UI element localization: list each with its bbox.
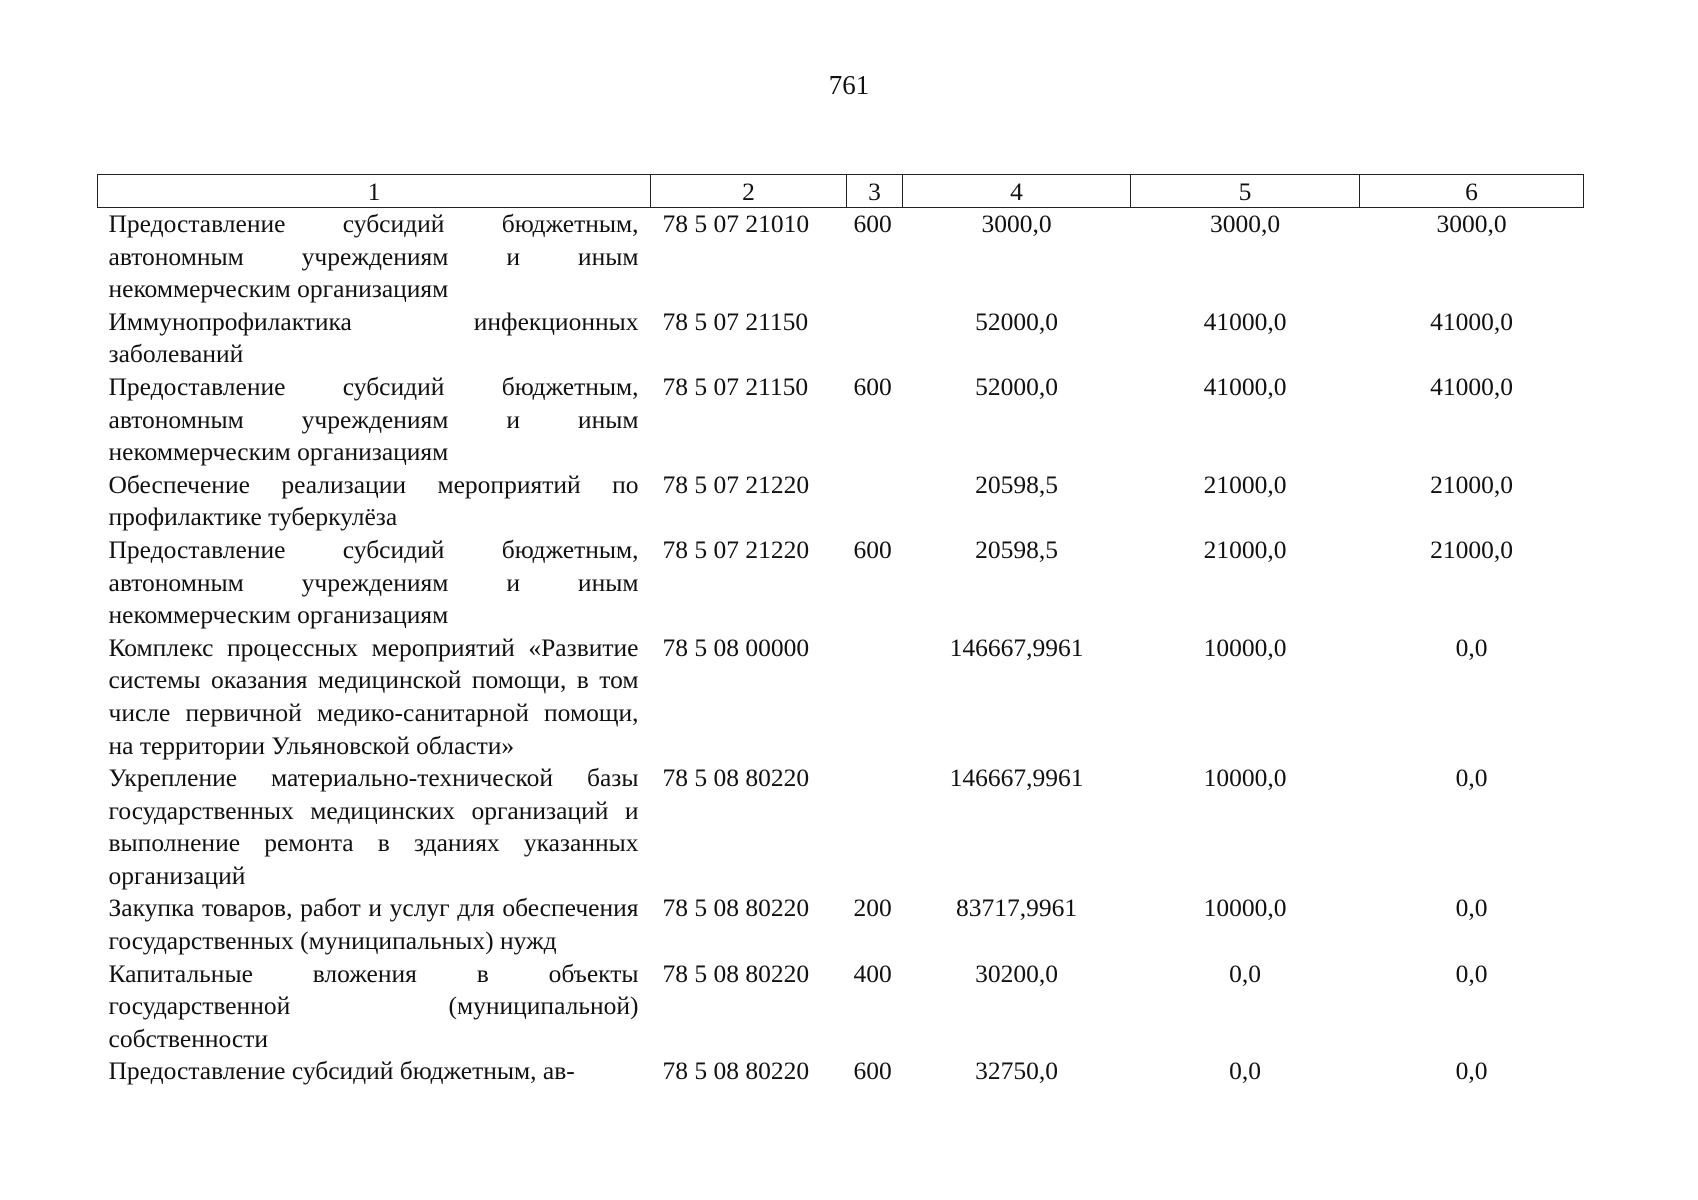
row-expense-type: 200 bbox=[853, 893, 892, 923]
row-value-col4: 20598,5 bbox=[975, 534, 1058, 564]
row-value-col4: 30200,0 bbox=[975, 958, 1058, 988]
column-header-5: 5 bbox=[1131, 175, 1360, 208]
row-name: Предоставление субсидий бюджетным, автономным учреждениям и иным некоммерческим организациям bbox=[108, 371, 639, 467]
row-name: Иммунопрофилактика инфекционных заболеваний bbox=[108, 306, 639, 369]
row-name: Комплекс процессных мероприятий «Развитие системы оказания медицинской помощи, в том числе первичной медико-санитарной помощи, на территории Ульяновской области» bbox=[108, 632, 639, 760]
table-header bbox=[98, 175, 1584, 208]
row-code: 78 5 07 21150 bbox=[662, 306, 809, 336]
row-value-col4: 146667,9961 bbox=[949, 632, 1084, 662]
row-expense-type bbox=[847, 469, 903, 534]
row-name: Укрепление материально-технической базы государственных медицинских организаций и выполнение ремонта в зданиях указанных организаций bbox=[108, 763, 639, 890]
row-value-col6: 0,0 bbox=[1455, 893, 1488, 923]
row-value-col5: 10000,0 bbox=[1203, 763, 1287, 793]
row-value-col6: 0,0 bbox=[1455, 1056, 1488, 1086]
row-value-col6: 21000,0 bbox=[1430, 534, 1513, 564]
table-row bbox=[98, 371, 1584, 469]
column-header-2: 2 bbox=[651, 175, 847, 208]
row-value-col6: 0,0 bbox=[1455, 632, 1488, 662]
row-value-col5: 10000,0 bbox=[1203, 893, 1287, 923]
row-expense-type bbox=[847, 306, 903, 371]
row-value-col5: 0,0 bbox=[1229, 1056, 1261, 1086]
row-value-col4: 3000,0 bbox=[981, 209, 1052, 238]
table-body bbox=[98, 208, 1584, 1089]
row-value-col5: 41000,0 bbox=[1203, 306, 1287, 336]
row-name: Закупка товаров, работ и услуг для обеспечения государственных (муниципальных) нужд bbox=[108, 893, 639, 956]
row-value-col5: 10000,0 bbox=[1203, 632, 1287, 662]
row-code: 78 5 07 21150 bbox=[662, 371, 809, 401]
row-value-col5: 41000,0 bbox=[1203, 371, 1287, 401]
row-expense-type: 600 bbox=[853, 209, 892, 238]
row-value-col6: 0,0 bbox=[1455, 763, 1488, 793]
row-value-col4: 52000,0 bbox=[975, 371, 1058, 401]
row-value-col6: 21000,0 bbox=[1430, 469, 1513, 499]
row-code: 78 5 07 21010 bbox=[662, 209, 810, 238]
row-value-col4: 52000,0 bbox=[975, 306, 1058, 336]
row-code: 78 5 08 80220 bbox=[662, 763, 810, 793]
row-value-col6: 41000,0 bbox=[1430, 306, 1513, 336]
row-name: Предоставление субсидий бюджетным, ав- bbox=[108, 1056, 575, 1086]
table-row bbox=[98, 469, 1584, 534]
column-header-1: 1 bbox=[98, 175, 651, 208]
row-code: 78 5 08 00000 bbox=[662, 632, 810, 662]
row-value-col5: 21000,0 bbox=[1203, 534, 1287, 564]
row-value-col5: 3000,0 bbox=[1209, 209, 1281, 238]
header-row bbox=[98, 175, 1584, 208]
table-row bbox=[98, 1055, 1584, 1088]
row-code: 78 5 07 21220 bbox=[662, 469, 810, 499]
row-value-col6: 0,0 bbox=[1455, 958, 1488, 988]
row-name: Капитальные вложения в объекты государственной (муниципальной) собственности bbox=[108, 958, 639, 1053]
row-value-col4: 146667,9961 bbox=[949, 763, 1084, 793]
row-name: Предоставление субсидий бюджетным, автономным учреждениям и иным некоммерческим организациям bbox=[108, 534, 639, 630]
table-row bbox=[98, 958, 1584, 1056]
row-value-col5: 21000,0 bbox=[1203, 469, 1287, 499]
row-expense-type bbox=[847, 632, 903, 762]
table-row bbox=[98, 632, 1584, 762]
row-value-col4: 20598,5 bbox=[975, 469, 1058, 499]
table-row bbox=[98, 892, 1584, 957]
budget-table bbox=[97, 174, 1584, 1088]
table-row bbox=[98, 762, 1584, 892]
column-header-3: 3 bbox=[847, 175, 903, 208]
column-header-6: 6 bbox=[1360, 175, 1584, 208]
row-code: 78 5 08 80220 bbox=[662, 958, 810, 988]
page-number: 761 bbox=[828, 70, 870, 100]
table-row bbox=[98, 534, 1584, 632]
row-value-col5: 0,0 bbox=[1229, 958, 1261, 988]
row-value-col4: 32750,0 bbox=[975, 1056, 1058, 1086]
row-code: 78 5 07 21220 bbox=[662, 534, 810, 564]
row-name: Обеспечение реализации мероприятий по профилактике туберкулёза bbox=[108, 469, 639, 532]
row-code: 78 5 08 80220 bbox=[662, 893, 810, 923]
row-value-col6: 3000,0 bbox=[1436, 209, 1507, 238]
row-expense-type bbox=[847, 762, 903, 892]
row-value-col6: 41000,0 bbox=[1430, 371, 1513, 401]
row-expense-type: 600 bbox=[853, 1056, 892, 1086]
row-expense-type: 600 bbox=[853, 534, 892, 564]
row-name: Предоставление субсидий бюджетным, автономным учреждениям и иным некоммерческим организациям bbox=[108, 209, 639, 304]
table-row bbox=[98, 306, 1584, 371]
row-code: 78 5 08 80220 bbox=[662, 1056, 810, 1086]
row-value-col4: 83717,9961 bbox=[955, 893, 1078, 923]
column-header-4: 4 bbox=[903, 175, 1131, 208]
row-expense-type: 600 bbox=[853, 371, 892, 401]
row-expense-type: 400 bbox=[853, 958, 892, 988]
table-row bbox=[98, 208, 1584, 306]
